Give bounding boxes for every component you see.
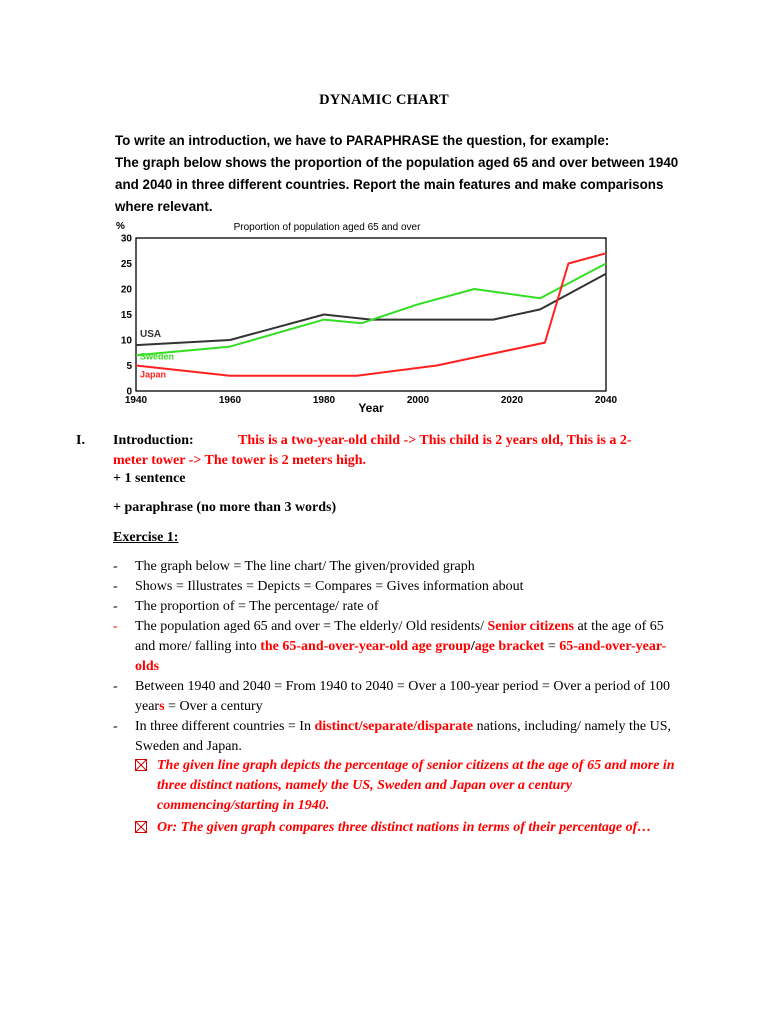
series-label-usa: USA [140,328,162,340]
y-tick-label: 30 [120,233,132,245]
series-line-japan [136,253,606,375]
intro-example-2: meter tower -> The tower is 2 meters high. [113,453,367,468]
list-item: - The proportion of = The percentage/ rate of [113,599,379,614]
y-tick-label: 25 [120,259,132,270]
line-chart [112,216,632,416]
answer-paragraph [135,818,680,838]
chart-title: Proportion of population aged 65 and over [233,222,421,233]
section-number: I. [76,433,85,448]
list-item: - Between 1940 and 2040 = From 1940 to 2040 = Over a 100-year period = Over a period of 100 years = Over a century [113,679,670,714]
series-label-sweden: Sweden [140,351,175,362]
y-tick-label: 15 [120,310,132,321]
y-tick-label: 0 [126,386,132,398]
checkbox-x-icon [135,821,147,833]
list-item: - The graph below = The line chart/ The given/provided graph [113,559,475,574]
rule-one-sentence: + 1 sentence [113,471,186,486]
x-tick-label: 2020 [500,395,524,406]
x-tick-label: 2040 [594,395,618,406]
task-line: To write an introduction, we have to PARAPHRASE the question, for example: [115,133,610,148]
answer-paragraph [135,756,680,816]
y-axis-label: % [116,221,125,232]
exercise-label: Exercise 1: [113,530,179,545]
x-tick-label: 1960 [218,395,242,406]
y-tick-label: 20 [120,284,132,296]
x-tick-label: 2000 [406,395,430,406]
list-item: - In three different countries = In distinct/separate/disparate nations, including/ namely the US, Sweden and Japan. [113,719,672,754]
y-tick-label: 5 [126,361,132,372]
task-line: where relevant. [115,199,213,214]
checkbox-x-icon [135,759,147,771]
task-prompt [115,130,679,218]
x-axis-label: Year [358,401,384,415]
series-label-japan: Japan [140,369,167,380]
task-line: The graph below shows the proportion of the population aged 65 and over between 1940 [115,155,679,170]
series-line-usa [136,274,606,345]
task-line: and 2040 in three different countries. Report the main features and make comparisons [115,177,664,192]
x-tick-label: 1980 [312,395,336,406]
plot-frame [136,238,606,391]
answer-text: The given line graph depicts the percentage of senior citizens at the age of 65 and more in three distinct nations, namely the US, Sweden and Japan over a century commencing/starting in 1940. [157,758,675,813]
page-title: DYNAMIC CHART [319,92,449,108]
list-item: - The population aged 65 and over = The elderly/ Old residents/ Senior citizens at the age of 65 and more/ falling into the 65-and-over-year-old age group/age bracket = 65-and-over-year-olds [113,619,667,674]
section-heading: Introduction: [113,433,194,448]
rule-paraphrase: + paraphrase (no more than 3 words) [113,500,337,515]
y-tick-label: 10 [120,335,132,347]
x-tick-label: 1940 [124,395,148,406]
list-item: - Shows = Illustrates = Depicts = Compares = Gives information about [113,579,524,594]
bullet-list [113,557,683,757]
intro-example-1: This is a two-year-old child -> This child is 2 years old, This is a 2- [238,433,632,448]
answer-text: Or: The given graph compares three distinct nations in terms of their percentage of… [157,820,652,835]
